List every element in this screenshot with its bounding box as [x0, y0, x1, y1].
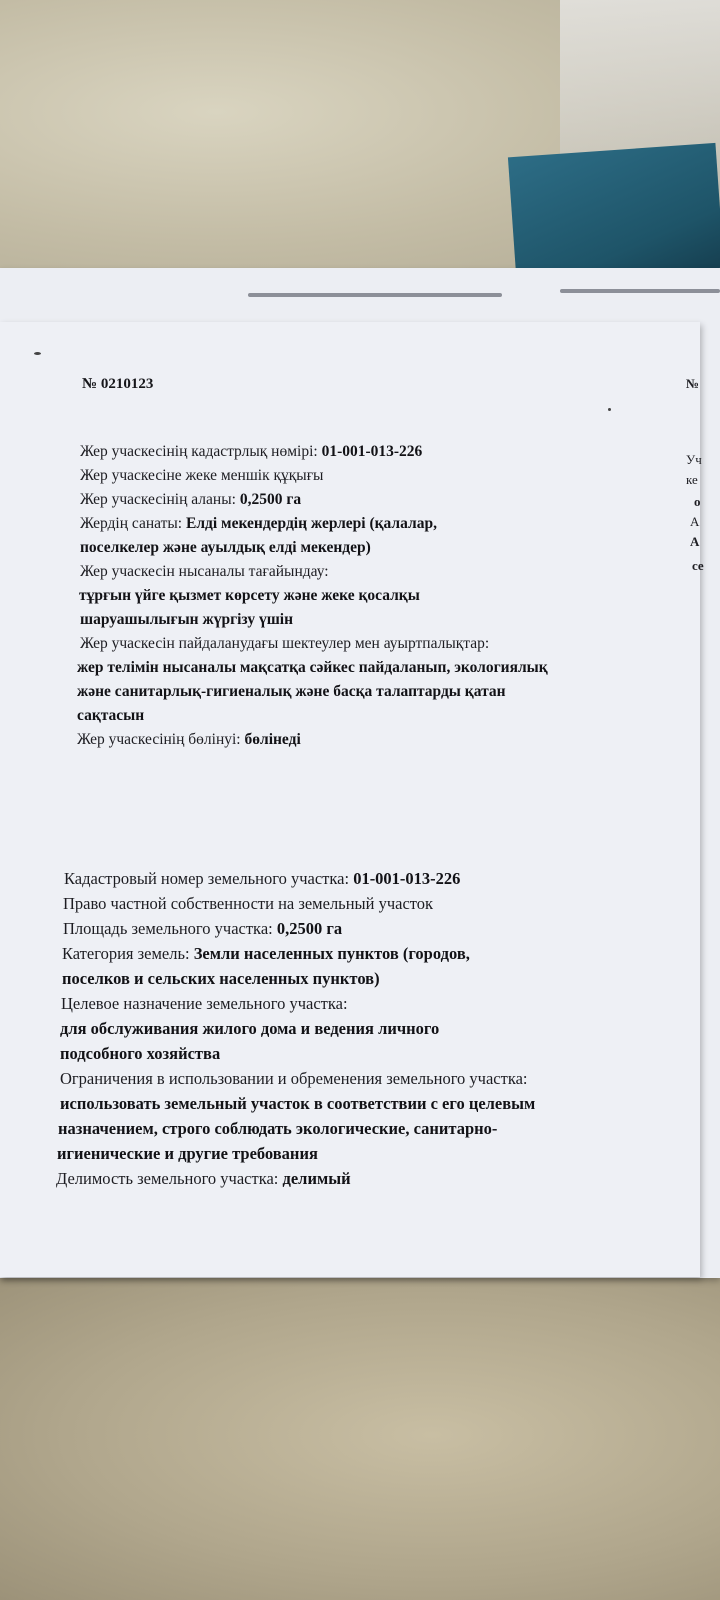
adjacent-page-fragment: А [690, 514, 700, 529]
ink-speck [608, 408, 611, 411]
ru-divisibility-line: Делимость земельного участка: делимый [56, 1169, 351, 1188]
ru-purpose-value-2: подсобного хозяйства [60, 1044, 221, 1063]
kz-purpose-label: Жер учаскесін нысаналы тағайындау: [80, 563, 329, 580]
ru-area-line: Площадь земельного участка: 0,2500 га [63, 919, 343, 938]
ru-restrictions-label: Ограничения в использовании и обременения земельного участка: [60, 1069, 528, 1088]
staple-strip-left [248, 293, 502, 297]
kz-restrictions-label: Жер учаскесін пайдаланудағы шектеулер мен ауыртпалықтар: [80, 635, 490, 652]
kz-category-line: Жердің санаты: Елді мекендердің жерлері (қалалар, [80, 515, 437, 532]
kz-area-value: 0,2500 га [239, 491, 302, 508]
ru-cadastral-line: Кадастровый номер земельного участка: 01-001-013-226 [64, 869, 461, 888]
kz-restrictions-value-2: және санитарлық-гигиеналық және басқа талаптарды қатан [77, 683, 506, 700]
kz-cadastral-line: Жер учаскесінің кадастрлық нөмірі: 01-001-013-226 [80, 443, 423, 460]
kz-purpose-value: тұрғын үйге қызмет көрсету және жеке қосалқы [79, 587, 420, 604]
adjacent-page-fragment: А [690, 534, 700, 549]
kz-category-line-2: поселкелер және ауылдық елді мекендер) [80, 539, 371, 556]
kz-restrictions-value: жер телімін нысаналы мақсатқа сәйкес пайдаланып, экологиялық [77, 659, 548, 676]
adjacent-page-fragment: ке [686, 472, 698, 487]
ru-purpose-label: Целевое назначение земельного участка: [61, 994, 348, 1013]
ru-restrictions-value-3: игиенические и другие требования [57, 1144, 318, 1163]
adjacent-page-fragment: о [694, 494, 701, 509]
blue-folder [508, 143, 720, 282]
ru-area-value: 0,2500 га [276, 919, 343, 938]
document-number: № 0210123 [82, 376, 154, 392]
ru-restrictions-value-2: назначением, строго соблюдать экологические, санитарно- [58, 1119, 498, 1138]
kz-purpose-value-2: шаруашылығын жүргізу үшін [80, 611, 294, 628]
kz-ownership-right: Жер учаскесіне жеке меншік құқығы [80, 467, 324, 484]
kz-area-line: Жер учаскесінің аланы: 0,2500 га [80, 491, 302, 508]
russian-section [56, 866, 536, 1191]
kz-divisibility-value: бөлінеді [244, 731, 301, 748]
kz-restrictions-value-3: сақтасын [77, 707, 145, 724]
ru-category-line-2: поселков и сельских населенных пунктов) [62, 969, 380, 988]
fabric-background-bottom [0, 1270, 720, 1600]
ink-speck [34, 352, 41, 355]
ru-category-line: Категория земель: Земли населенных пунктов (городов, [62, 944, 470, 963]
ru-ownership-right: Право частной собственности на земельный участок [63, 894, 434, 913]
ru-divisibility-value: делимый [282, 1169, 351, 1188]
adjacent-page-fragment: Уч [686, 452, 702, 467]
kazakh-section [77, 440, 548, 752]
kz-cadastral-value: 01-001-013-226 [321, 443, 423, 460]
ru-restrictions-value: использовать земельный участок в соответствии с его целевым [60, 1094, 536, 1113]
ru-cadastral-value: 01-001-013-226 [353, 869, 461, 888]
kz-divisibility-line: Жер учаскесінің бөлінуі: бөлінеді [77, 731, 301, 748]
staple-strip-right [560, 289, 720, 293]
adjacent-page-fragment: № [686, 376, 700, 391]
adjacent-page-fragment: се [692, 558, 704, 573]
ru-purpose-value: для обслуживания жилого дома и ведения личного [60, 1019, 440, 1038]
